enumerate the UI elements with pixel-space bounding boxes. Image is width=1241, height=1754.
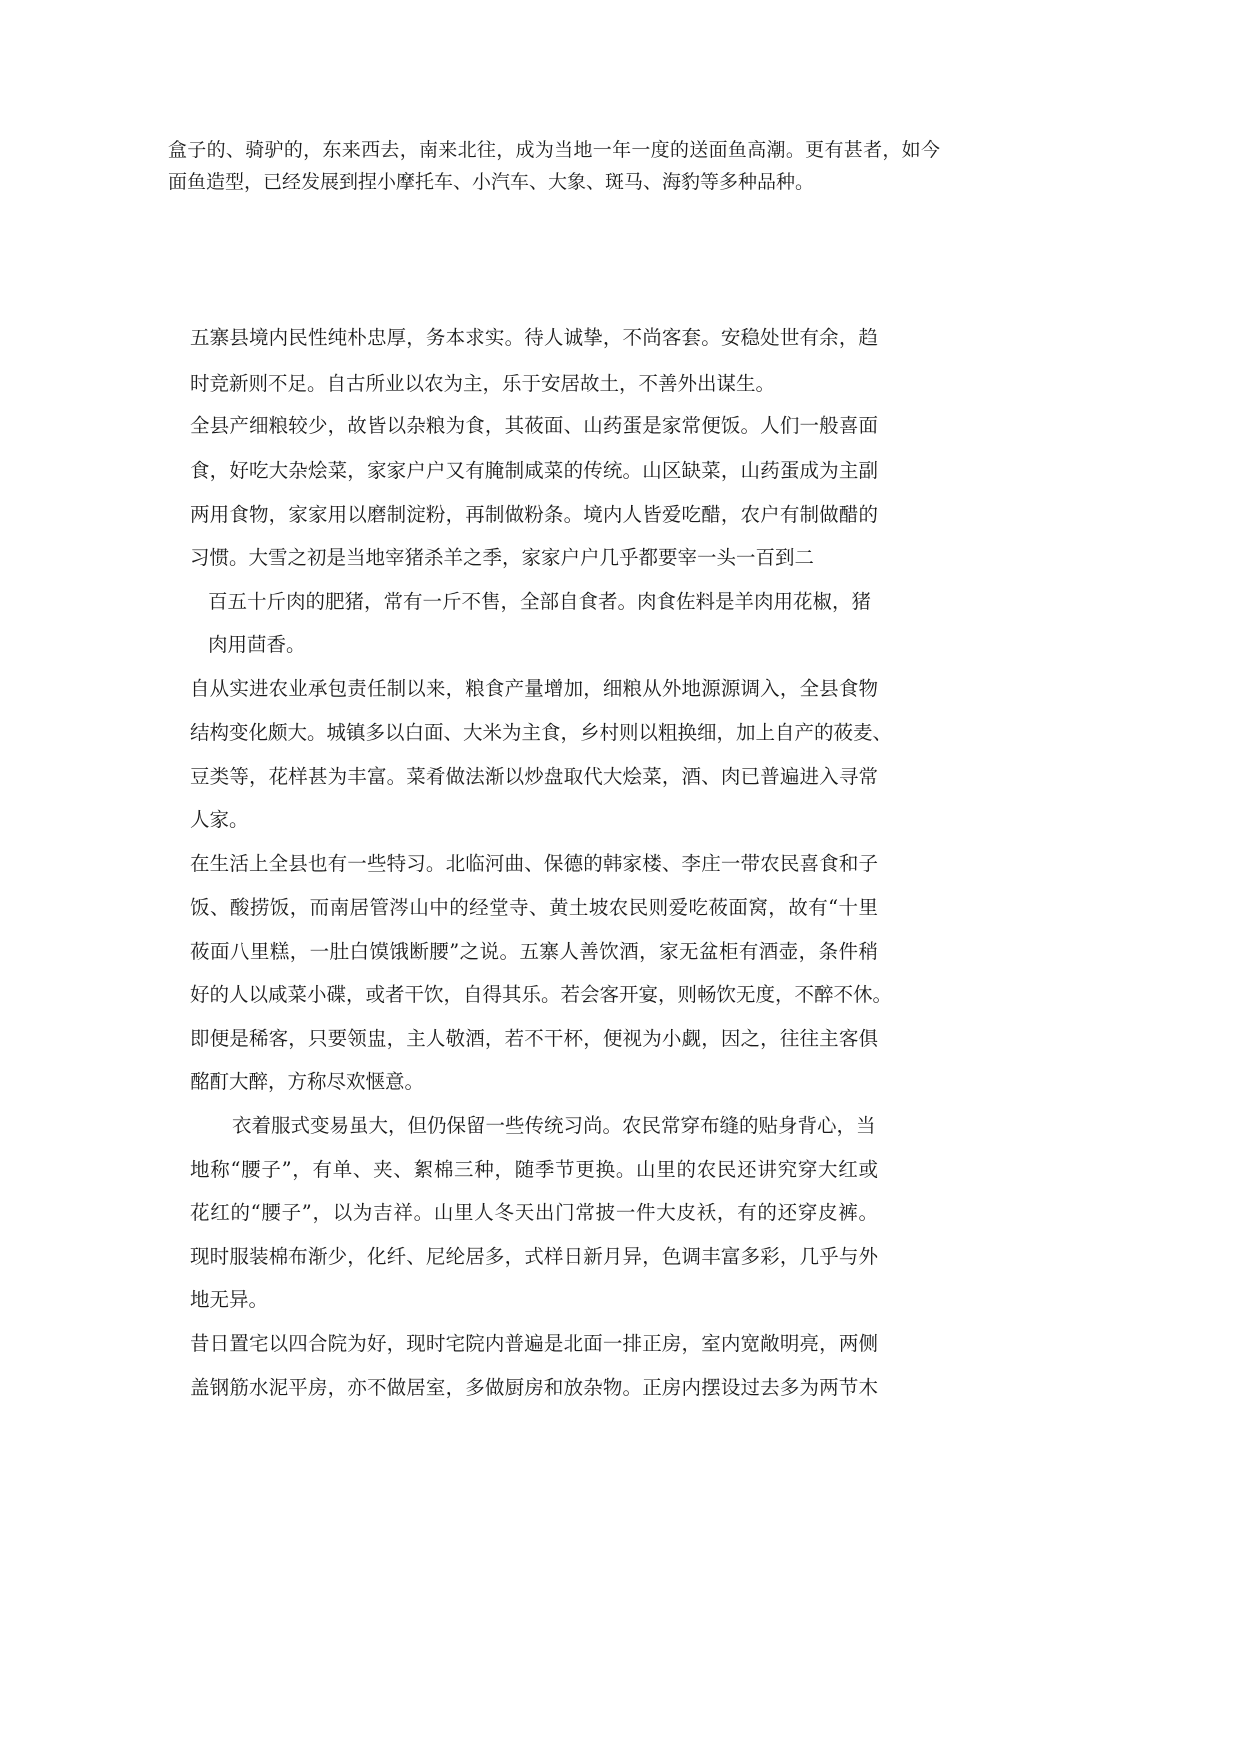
text-line: 时竞新则不足。自古所业以农为主，乐于安居故土，不善外出谋生。 (190, 372, 776, 395)
text-line: 结构变化颇大。城镇多以白面、大米为主食，乡村则以粗换细，加上自产的莜麦、 (190, 721, 893, 744)
text-line: 盒子的、骑驴的，东来西去，南来北往，成为当地一年一度的送面鱼高潮。更有甚者，如今 (168, 139, 940, 161)
text-line: 衣着服式变易虽大，但仍保留一些传统习尚。农民常穿布缝的贴身背心，当 (232, 1114, 876, 1137)
text-line: 自从实进农业承包责任制以来，粮食产量增加，细粮从外地源源调入，全县食物 (190, 677, 878, 700)
text-line: 好的人以咸菜小碟，或者干饮，自得其乐。若会客开宴，则畅饮无度，不醉不休。 (190, 983, 893, 1006)
text-line: 饭、酸捞饭，而南居管涔山中的经堂寺、黄土坡农民则爱吃莜面窝，故有“十里 (190, 896, 878, 919)
text-line: 全县产细粮较少，故皆以杂粮为食，其莜面、山药蛋是家常便饭。人们一般喜面 (190, 414, 878, 437)
text-line: 肉用茴香。 (208, 633, 306, 656)
text-line: 现时服装棉布渐少，化纤、尼纶居多，式样日新月异，色调丰富多彩，几乎与外 (190, 1245, 878, 1268)
text-line: 地称“腰子”，有单、夹、絮棉三种，随季节更换。山里的农民还讲究穿大红或 (190, 1158, 878, 1181)
text-line: 在生活上全县也有一些特习。北临河曲、保德的韩家楼、李庄一带农民喜食和子 (190, 852, 878, 875)
text-line: 即便是稀客，只要领盅，主人敬酒，若不干杯，便视为小觑，因之，往往主客俱 (190, 1027, 878, 1050)
text-line: 酩酊大醉，方称尽欢惬意。 (190, 1070, 425, 1093)
text-line: 莜面八里糕，一肚白馍饿断腰”之说。五寨人善饮酒，家无盆柜有酒壶，条件稍 (190, 940, 878, 963)
text-line: 昔日置宅以四合院为好，现时宅院内普遍是北面一排正房，室内宽敞明亮，两侧 (190, 1332, 878, 1355)
text-line: 五寨县境内民性纯朴忠厚，务本求实。待人诚挚，不尚客套。安稳处世有余，趋 (190, 326, 878, 349)
text-line: 面鱼造型，已经发展到捏小摩托车、小汽车、大象、斑马、海豹等多种品种。 (168, 171, 815, 193)
text-line: 习惯。大雪之初是当地宰猪杀羊之季，家家户户几乎都要宰一头一百到二 (190, 546, 815, 569)
text-line: 两用食物，家家用以磨制淀粉，再制做粉条。境内人皆爱吃醋，农户有制做醋的 (190, 503, 878, 526)
text-line: 百五十斤肉的肥猪，常有一斤不售，全部自食者。肉食佐料是羊肉用花椒，猪 (208, 590, 872, 613)
text-line: 盖钢筋水泥平房，亦不做居室，多做厨房和放杂物。正房内摆设过去多为两节木 (190, 1376, 878, 1399)
text-line: 花红的“腰子”，以为吉祥。山里人冬天出门常披一件大皮袄，有的还穿皮裤。 (190, 1201, 878, 1224)
text-line: 食，好吃大杂烩菜，家家户户又有腌制咸菜的传统。山区缺菜，山药蛋成为主副 (190, 459, 878, 482)
text-line: 豆类等，花样甚为丰富。菜肴做法渐以炒盘取代大烩菜，酒、肉已普遍进入寻常 (190, 765, 878, 788)
text-line: 地无异。 (190, 1288, 269, 1311)
text-line: 人家。 (190, 808, 249, 831)
